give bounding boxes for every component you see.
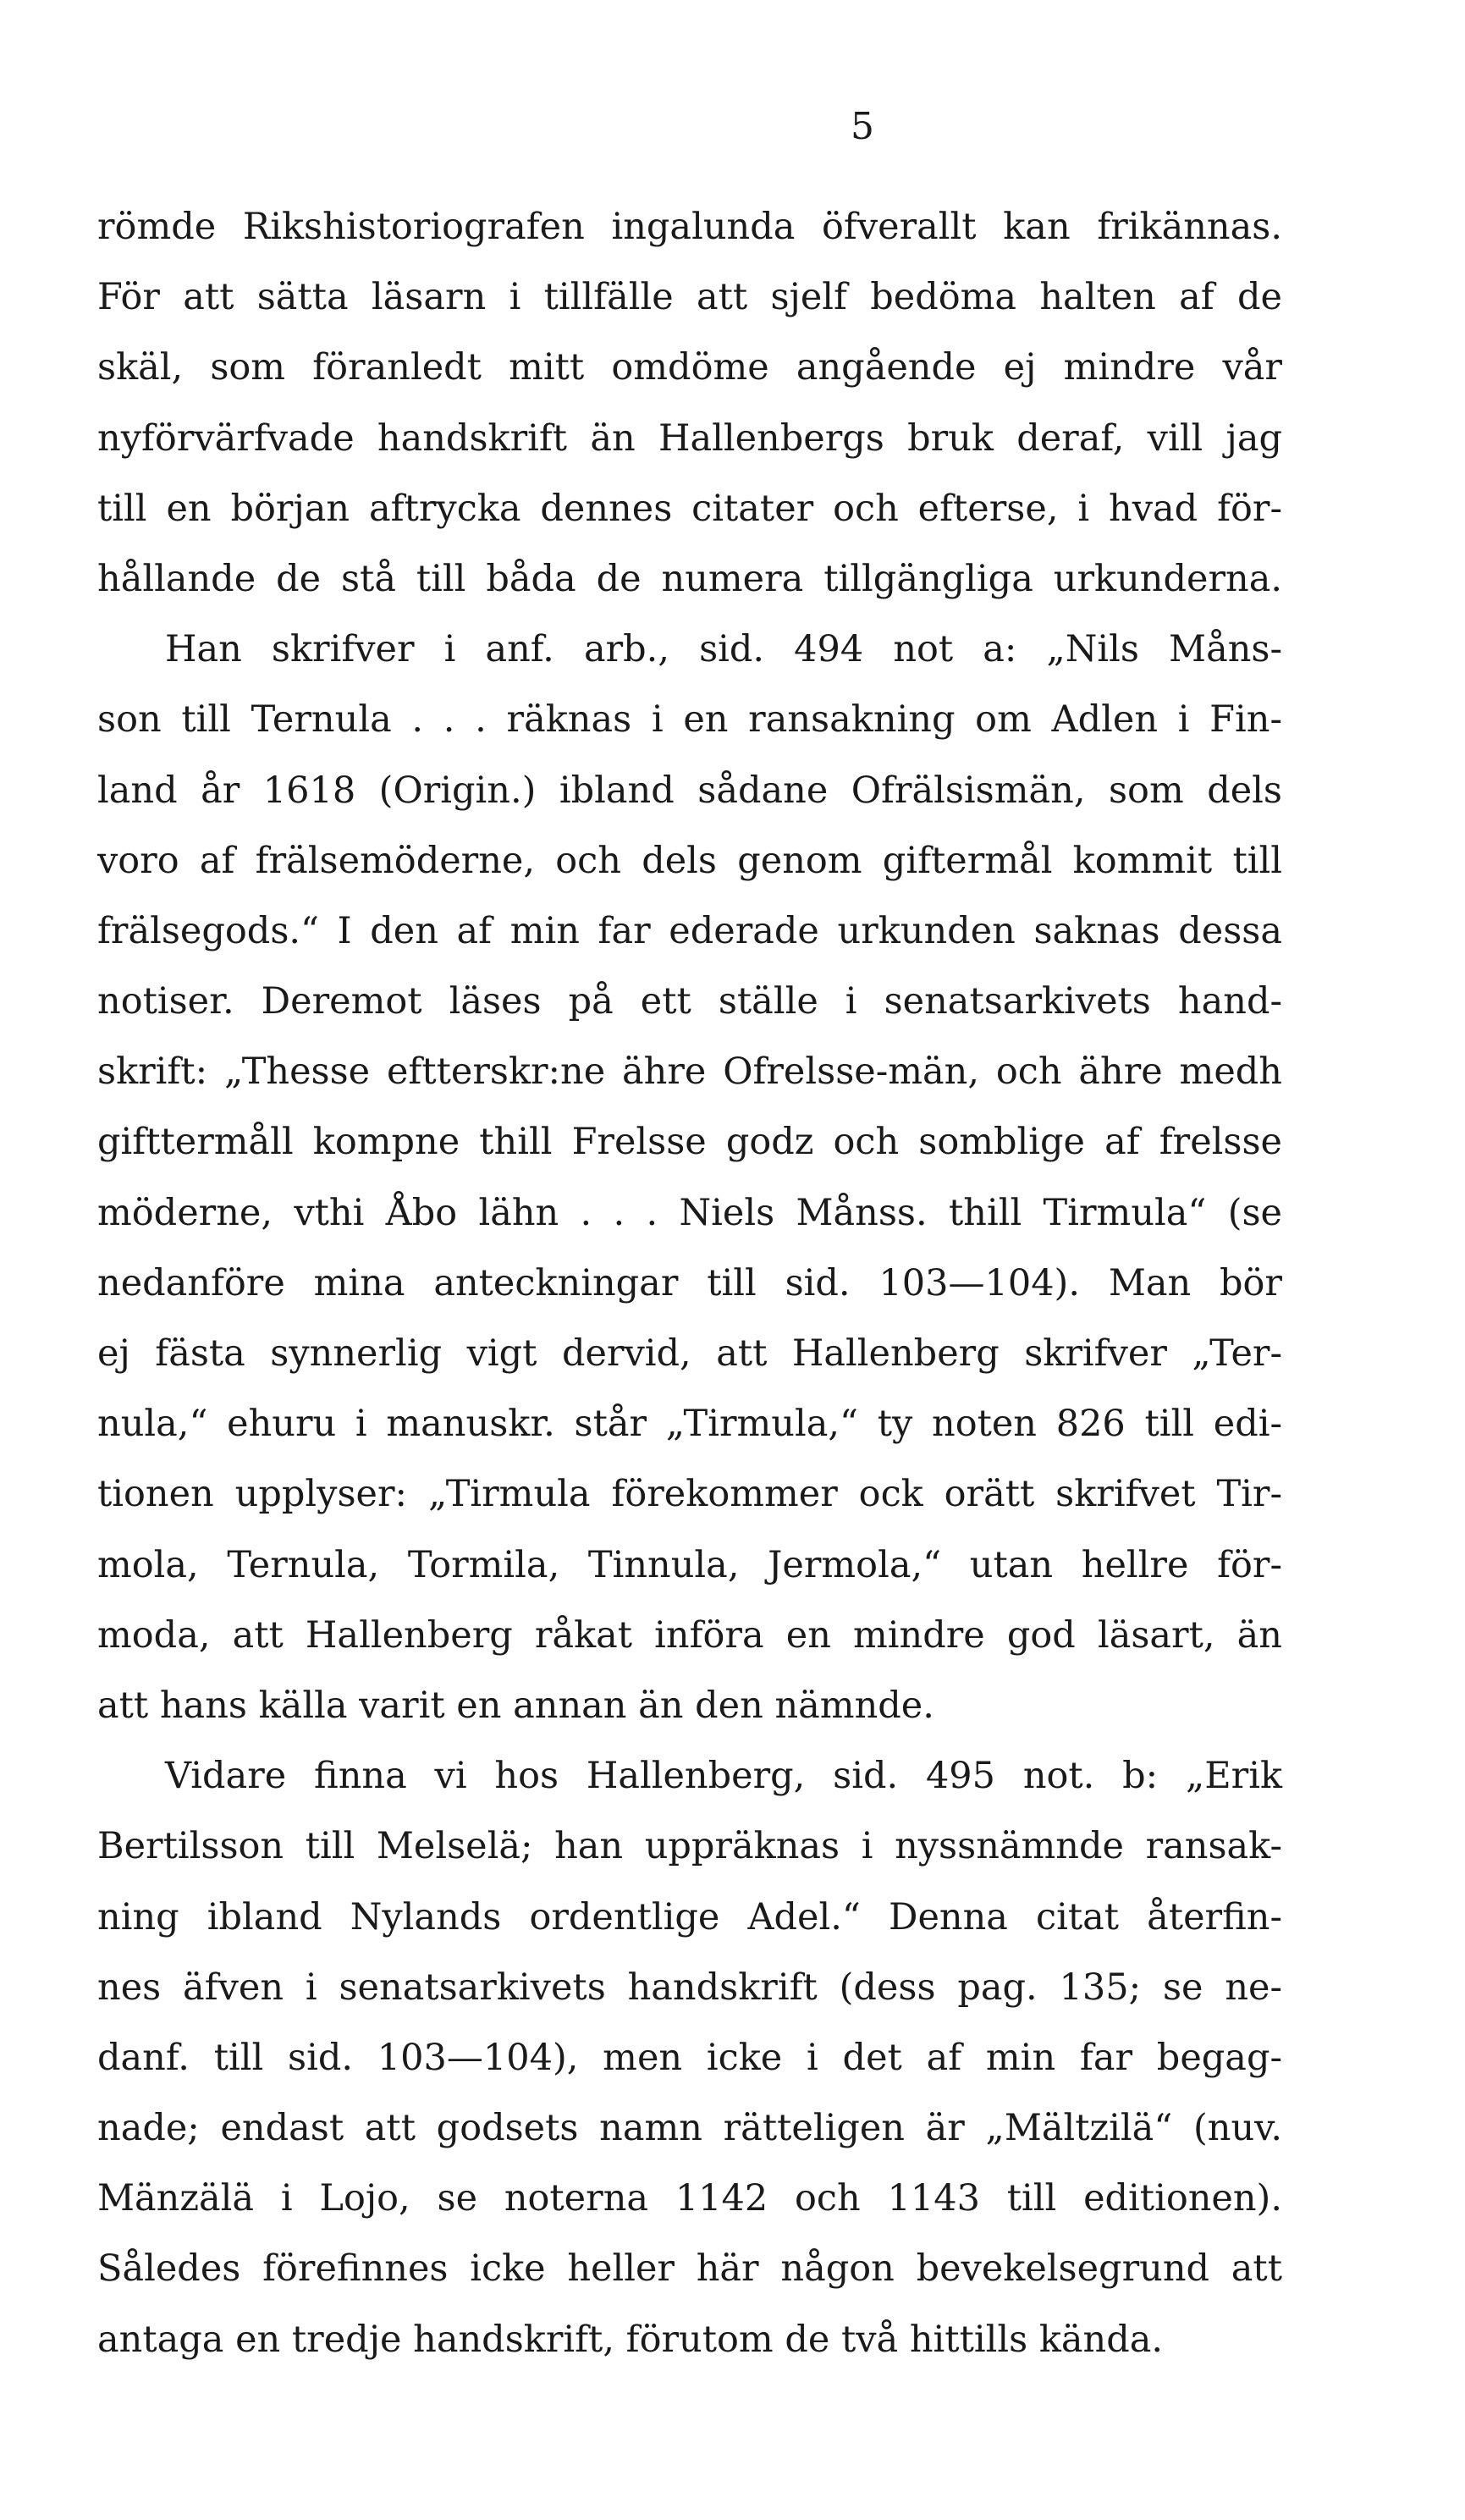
text-line: nade; endast att godsets namn rätteligen är „Mältzilä“ (nuv. [97,2107,1282,2150]
text-line: voro af frälsemöderne, och dels genom giftermål kommit till [97,839,1282,882]
text-line: danf. till sid. 103—104), men icke i det af min far begag- [97,2036,1282,2079]
text-line: frälsegods.“ I den af min far ederade urkunden saknas dessa [97,909,1282,952]
text-line: Vidare finna vi hos Hallenberg, sid. 495 not. b: „Erik [165,1755,1282,1798]
text-line: Mänzälä i Lojo, se noterna 1142 och 1143 till editionen). [97,2177,1282,2220]
text-line: till en början aftrycka dennes citater och efterse, i hvad för- [97,487,1282,530]
text-line: nyförvärfvade handskrift än Hallenbergs bruk deraf, vill jag [97,416,1282,460]
text-line: ej fästa synnerlig vigt dervid, att Hallenberg skrifver „Ter- [97,1332,1282,1375]
text-line: skäl, som föranledt mitt omdöme angående ej mindre vår [97,346,1282,389]
text-line: möderne, vthi Åbo lähn . . . Niels Månss. thill Tirmula“ (se [97,1191,1282,1234]
text-line: Bertilsson till Melselä; han uppräknas i nyssnämnde ransak- [97,1825,1282,1868]
body-text [97,192,1282,2375]
page-number: 5 [851,105,874,148]
text-line: nes äfven i senatsarkivets handskrift (dess pag. 135; se ne- [97,1966,1282,2009]
text-line: ning ibland Nylands ordentlige Adel.“ Denna citat återfin- [97,1895,1282,1938]
text-line: nula,“ ehuru i manuskr. står „Tirmula,“ ty noten 826 till edi- [97,1403,1282,1446]
text-line: land år 1618 (Origin.) ibland sådane Ofrälsismän, som dels [97,769,1282,812]
text-line: notiser. Deremot läses på ett ställe i senatsarkivets hand- [97,980,1282,1023]
text-line: Således förefinnes icke heller här någon bevekelsegrund att [97,2247,1282,2291]
text-line: römde Rikshistoriografen ingalunda öfverallt kan frikännas. [97,206,1282,248]
text-line: mola, Ternula, Tormila, Tinnula, Jermola,“ utan hellre för- [97,1543,1282,1586]
text-line: att hans källa varit en annan än den nämnde. [97,1684,934,1727]
text-line: Han skrifver i anf. arb., sid. 494 not a: „Nils Måns- [165,628,1282,671]
text-line: antaga en tredje handskrift, förutom de två hittills kända. [97,2318,1164,2361]
text-line: moda, att Hallenberg råkat införa en mindre god läsart, än [97,1613,1282,1657]
text-line: gifttermåll kompne thill Frelsse godz och somblige af frelsse [97,1121,1282,1164]
text-line: skrift: „Thesse eftterskr:ne ähre Ofrelsse-män, och ähre medh [97,1050,1282,1094]
text-line: För att sätta läsarn i tillfälle att sjelf bedöma halten af de [97,276,1282,319]
text-line: hållande de stå till båda de numera tillgängliga urkunderna. [97,557,1282,600]
text-line: nedanföre mina anteckningar till sid. 103—104). Man bör [97,1261,1282,1304]
text-line: tionen upplyser: „Tirmula förekommer ock orätt skrifvet Tir- [97,1473,1282,1516]
text-line: son till Ternula . . . räknas i en ransakning om Adlen i Fin- [97,698,1282,742]
